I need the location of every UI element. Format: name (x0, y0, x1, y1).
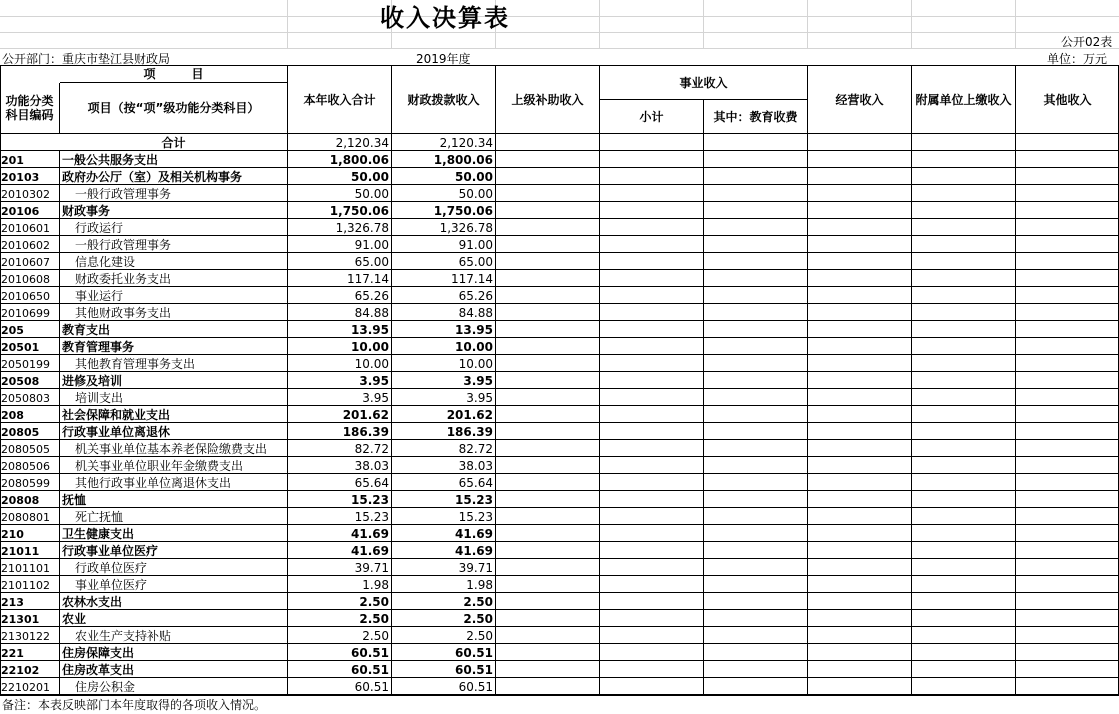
row-total: 41.69 (351, 527, 389, 541)
row-code: 20805 (1, 426, 40, 439)
row-name: 农业生产支持补贴 (75, 629, 172, 643)
row-code: 2010601 (1, 222, 50, 235)
row-name: 财政事务 (62, 204, 111, 218)
row-name: 行政运行 (75, 221, 124, 235)
row-name: 财政委托业务支出 (75, 272, 172, 286)
row-name: 其他行政事业单位离退休支出 (75, 476, 232, 490)
row-name: 行政事业单位医疗 (62, 544, 159, 558)
footnote: 备注：本表反映部门本年度取得的各项收入情况。 (2, 698, 267, 712)
row-name: 抚恤 (62, 493, 87, 507)
row-total: 2.50 (362, 629, 389, 643)
row-fiscal: 60.51 (455, 663, 493, 677)
header-subtotal: 小计 (639, 109, 664, 124)
row-name: 教育管理事务 (62, 340, 135, 354)
header-code: 功能分类科目编码 (5, 94, 54, 122)
row-fiscal: 117.14 (451, 272, 493, 286)
row-name: 一般行政管理事务 (75, 238, 172, 252)
row-code: 2101101 (1, 562, 50, 575)
header-item-group: 项 目 (143, 67, 204, 81)
row-name: 一般公共服务支出 (62, 153, 159, 167)
row-total: 38.03 (354, 459, 389, 473)
row-code: 2010302 (1, 188, 50, 201)
row-code: 2010699 (1, 307, 50, 320)
row-total: 3.95 (359, 374, 389, 388)
total-row-label: 合计 (161, 136, 186, 150)
row-code: 2130122 (1, 630, 50, 643)
row-fiscal: 65.26 (458, 289, 493, 303)
row-code: 208 (1, 409, 24, 422)
row-code: 21011 (1, 545, 40, 558)
row-fiscal: 65.00 (458, 255, 493, 269)
form-number: 公开02表 (1061, 35, 1113, 49)
row-fiscal: 41.69 (455, 544, 493, 558)
row-fiscal: 1.98 (466, 578, 493, 592)
row-total: 91.00 (354, 238, 389, 252)
row-total: 60.51 (351, 646, 389, 660)
row-name: 死亡抚恤 (75, 510, 124, 524)
total-row-fiscal: 2,120.34 (439, 136, 493, 150)
header-other: 其他收入 (1043, 92, 1092, 107)
row-fiscal: 10.00 (455, 340, 493, 354)
row-fiscal: 3.95 (463, 374, 493, 388)
row-code: 221 (1, 647, 24, 660)
year-label: 2019年度 (416, 52, 471, 66)
row-total: 201.62 (342, 408, 389, 422)
header-total: 本年收入合计 (303, 92, 376, 107)
row-code: 20501 (1, 341, 40, 354)
row-fiscal: 13.95 (455, 323, 493, 337)
row-name: 社会保障和就业支出 (62, 408, 171, 422)
row-code: 20106 (1, 205, 40, 218)
row-total: 10.00 (351, 340, 389, 354)
row-fiscal: 186.39 (446, 425, 493, 439)
row-fiscal: 10.00 (458, 357, 493, 371)
row-name: 机关事业单位基本养老保险缴费支出 (75, 442, 268, 456)
row-fiscal: 2.50 (463, 612, 493, 626)
header-affiliate: 附属单位上缴收入 (915, 92, 1012, 107)
row-fiscal: 1,750.06 (433, 204, 493, 218)
row-total: 2.50 (359, 595, 389, 609)
row-fiscal: 3.95 (466, 391, 493, 405)
total-row-total: 2,120.34 (335, 136, 389, 150)
row-code: 2080599 (1, 477, 50, 490)
row-code: 210 (1, 528, 24, 541)
header-business: 事业收入 (679, 75, 728, 90)
row-code: 20808 (1, 494, 40, 507)
unit-label: 单位：万元 (1047, 52, 1108, 66)
row-name: 机关事业单位职业年金缴费支出 (75, 459, 244, 473)
row-name: 其他财政事务支出 (75, 306, 172, 320)
row-total: 15.23 (351, 493, 389, 507)
row-fiscal: 1,800.06 (433, 153, 493, 167)
header-fiscal: 财政拨款收入 (407, 92, 480, 107)
row-name: 进修及培训 (62, 374, 123, 388)
row-code: 2080801 (1, 511, 50, 524)
row-name: 住房公积金 (75, 680, 136, 694)
row-total: 65.26 (354, 289, 389, 303)
row-code: 2010602 (1, 239, 50, 252)
row-total: 1.98 (362, 578, 389, 592)
row-code: 20508 (1, 375, 40, 388)
row-code: 2080506 (1, 460, 50, 473)
row-fiscal: 38.03 (458, 459, 493, 473)
row-name: 住房改革支出 (62, 663, 135, 677)
row-name: 政府办公厅（室）及相关机构事务 (62, 170, 243, 184)
row-name: 农业 (62, 612, 87, 626)
row-code: 2080505 (1, 443, 50, 456)
row-code: 201 (1, 154, 24, 167)
row-fiscal: 2.50 (463, 595, 493, 609)
row-total: 2.50 (359, 612, 389, 626)
row-fiscal: 50.00 (458, 187, 493, 201)
row-name: 教育支出 (62, 323, 111, 337)
row-total: 82.72 (354, 442, 389, 456)
row-code: 2010607 (1, 256, 50, 269)
row-code: 2101102 (1, 579, 50, 592)
row-name: 信息化建设 (75, 255, 136, 269)
row-total: 65.64 (354, 476, 389, 490)
header-edu-fee: 其中：教育收费 (713, 109, 798, 124)
row-code: 20103 (1, 171, 40, 184)
row-name: 事业单位医疗 (75, 578, 148, 592)
row-fiscal: 84.88 (458, 306, 493, 320)
row-fiscal: 15.23 (458, 510, 493, 524)
row-fiscal: 15.23 (455, 493, 493, 507)
row-total: 1,800.06 (329, 153, 389, 167)
row-total: 60.51 (351, 663, 389, 677)
row-fiscal: 82.72 (458, 442, 493, 456)
row-fiscal: 60.51 (458, 680, 493, 694)
page-title: 收入决算表 (380, 4, 510, 32)
header-name: 项目（按“项”级功能分类科目） (87, 101, 260, 115)
row-code: 2050199 (1, 358, 50, 371)
row-total: 50.00 (354, 187, 389, 201)
row-total: 84.88 (354, 306, 389, 320)
row-name: 卫生健康支出 (62, 527, 135, 541)
row-code: 21301 (1, 613, 40, 626)
row-total: 50.00 (351, 170, 389, 184)
row-fiscal: 60.51 (455, 646, 493, 660)
row-total: 65.00 (354, 255, 389, 269)
row-name: 一般行政管理事务 (75, 187, 172, 201)
row-fiscal: 201.62 (446, 408, 493, 422)
row-name: 培训支出 (75, 391, 124, 405)
row-name: 住房保障支出 (62, 646, 135, 660)
row-total: 10.00 (354, 357, 389, 371)
row-total: 13.95 (351, 323, 389, 337)
row-name: 行政事业单位离退休 (62, 425, 171, 439)
row-total: 60.51 (354, 680, 389, 694)
header-operating: 经营收入 (835, 92, 884, 107)
row-code: 2010608 (1, 273, 50, 286)
row-fiscal: 2.50 (466, 629, 493, 643)
row-code: 22102 (1, 664, 40, 677)
row-name: 行政单位医疗 (75, 561, 148, 575)
row-total: 15.23 (354, 510, 389, 524)
row-code: 2050803 (1, 392, 50, 405)
row-fiscal: 91.00 (458, 238, 493, 252)
header-superior: 上级补助收入 (511, 92, 584, 107)
row-total: 41.69 (351, 544, 389, 558)
row-fiscal: 50.00 (455, 170, 493, 184)
row-code: 205 (1, 324, 24, 337)
row-fiscal: 39.71 (458, 561, 493, 575)
row-total: 3.95 (362, 391, 389, 405)
row-code: 213 (1, 596, 24, 609)
row-total: 39.71 (354, 561, 389, 575)
row-code: 2010650 (1, 290, 50, 303)
row-total: 1,750.06 (329, 204, 389, 218)
department-label: 公开部门：重庆市垫江县财政局 (2, 52, 171, 66)
row-total: 117.14 (347, 272, 389, 286)
row-total: 186.39 (342, 425, 389, 439)
row-total: 1,326.78 (335, 221, 389, 235)
row-fiscal: 65.64 (458, 476, 493, 490)
row-name: 其他教育管理事务支出 (75, 357, 196, 371)
row-name: 农林水支出 (62, 595, 123, 609)
row-code: 2210201 (1, 681, 50, 694)
row-fiscal: 41.69 (455, 527, 493, 541)
row-fiscal: 1,326.78 (439, 221, 493, 235)
row-name: 事业运行 (75, 289, 124, 303)
